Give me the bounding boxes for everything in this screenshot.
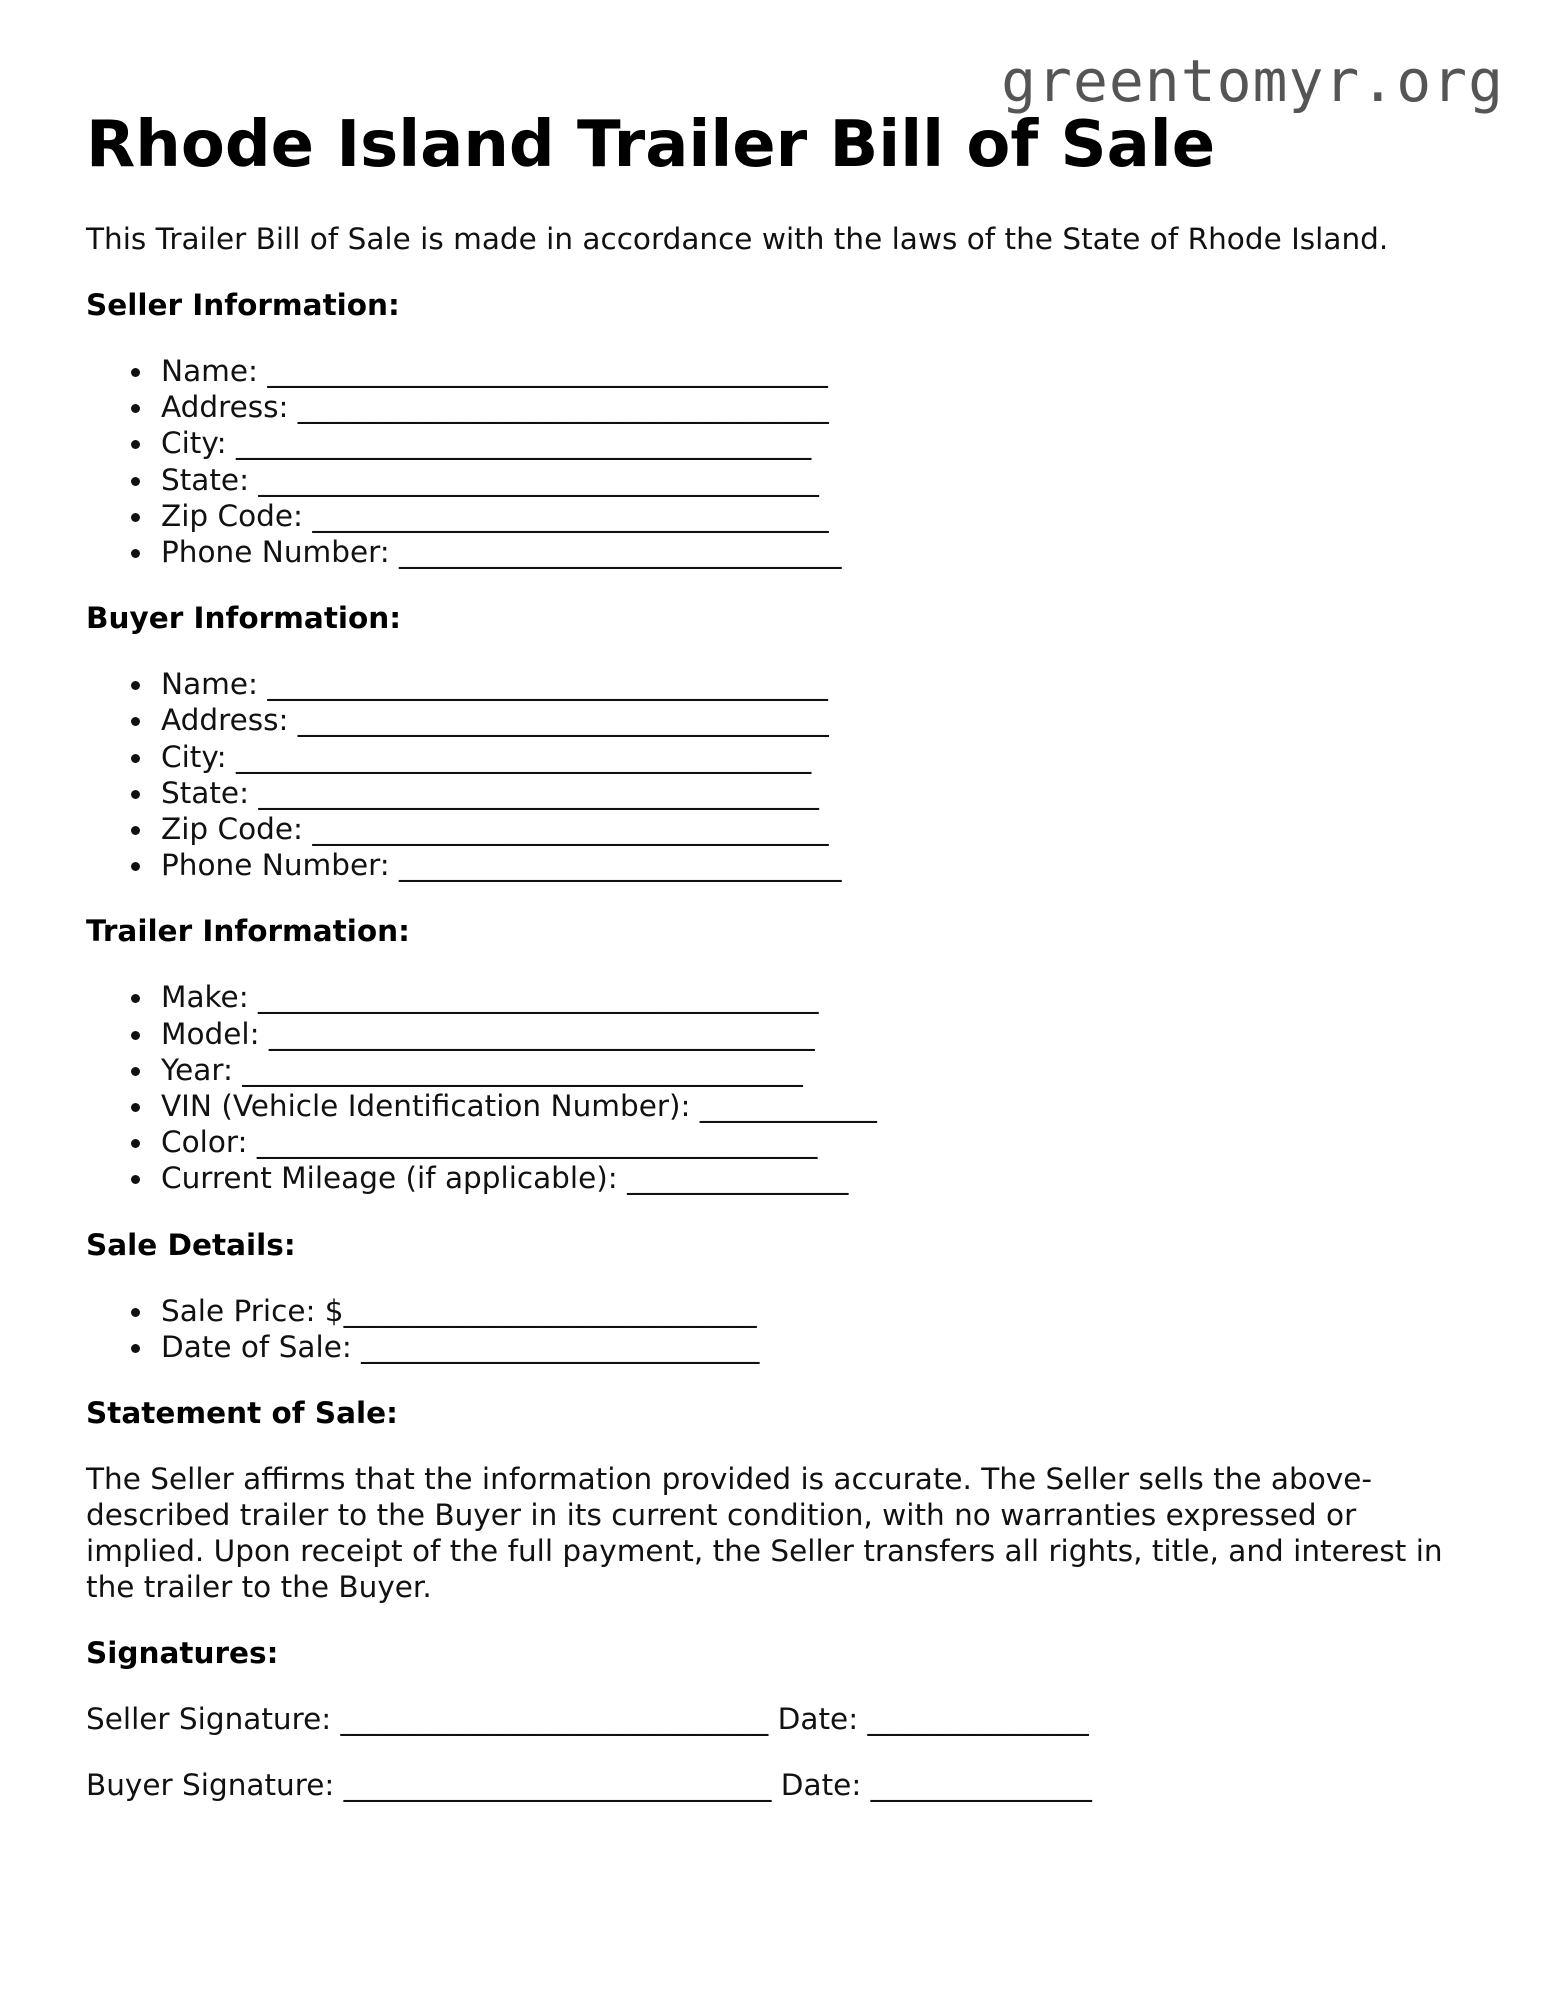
trailer-color-field: Color: ______________________________________ xyxy=(161,1124,1486,1160)
buyer-phone-field: Phone Number: ______________________________ xyxy=(161,847,1486,883)
seller-heading: Seller Information: xyxy=(86,288,400,322)
seller-address-field: Address: ____________________________________ xyxy=(161,389,1486,425)
trailer-vin-field: VIN (Vehicle Identification Number): ____________ xyxy=(161,1088,1486,1124)
buyer-state-field: State: ______________________________________ xyxy=(161,775,1486,811)
trailer-fields-list xyxy=(86,979,1486,1196)
buyer-city-field: City: _______________________________________ xyxy=(161,739,1486,775)
statement-paragraph: The Seller affirms that the information provided is accurate. The Seller sells the above-described trailer to the Buyer in its current condition, with no warranties expressed or implied. Upon receipt of the full payment, the Seller transfers all rights, title, and interest in the trailer to the Buyer. xyxy=(86,1462,1443,1605)
intro-paragraph: This Trailer Bill of Sale is made in accordance with the laws of the State of Rhode Island. xyxy=(86,222,1389,256)
seller-state-field: State: ______________________________________ xyxy=(161,462,1486,498)
sale-price-field: Sale Price: $____________________________ xyxy=(161,1293,1486,1329)
seller-name-field: Name: ______________________________________ xyxy=(161,353,1486,389)
sale-fields-list xyxy=(86,1293,1486,1365)
buyer-signature-line: Buyer Signature: _____________________________ Date: _______________ xyxy=(86,1768,1092,1803)
seller-phone-field: Phone Number: ______________________________ xyxy=(161,534,1486,570)
trailer-make-field: Make: ______________________________________ xyxy=(161,979,1486,1015)
seller-fields-list xyxy=(86,353,1486,570)
seller-signature-line: Seller Signature: _____________________________ Date: _______________ xyxy=(86,1702,1089,1737)
trailer-model-field: Model: _____________________________________ xyxy=(161,1016,1486,1052)
buyer-heading: Buyer Information: xyxy=(86,601,402,636)
buyer-address-field: Address: ____________________________________ xyxy=(161,702,1486,738)
seller-zip-field: Zip Code: ___________________________________ xyxy=(161,498,1486,534)
trailer-mileage-field: Current Mileage (if applicable): _______________ xyxy=(161,1160,1486,1196)
statement-heading: Statement of Sale: xyxy=(86,1396,398,1431)
trailer-year-field: Year: ______________________________________ xyxy=(161,1052,1486,1088)
trailer-heading: Trailer Information: xyxy=(86,914,410,949)
signatures-heading: Signatures: xyxy=(86,1636,279,1671)
seller-city-field: City: _______________________________________ xyxy=(161,425,1486,461)
buyer-zip-field: Zip Code: ___________________________________ xyxy=(161,811,1486,847)
buyer-fields-list xyxy=(86,666,1486,883)
document-title: Rhode Island Trailer Bill of Sale xyxy=(86,108,1216,182)
buyer-name-field: Name: ______________________________________ xyxy=(161,666,1486,702)
site-watermark: greentomyr.org xyxy=(1001,47,1504,115)
document-page xyxy=(86,105,1486,1833)
sale-details-heading: Sale Details: xyxy=(86,1227,296,1262)
sale-date-field: Date of Sale: ___________________________ xyxy=(161,1329,1486,1365)
